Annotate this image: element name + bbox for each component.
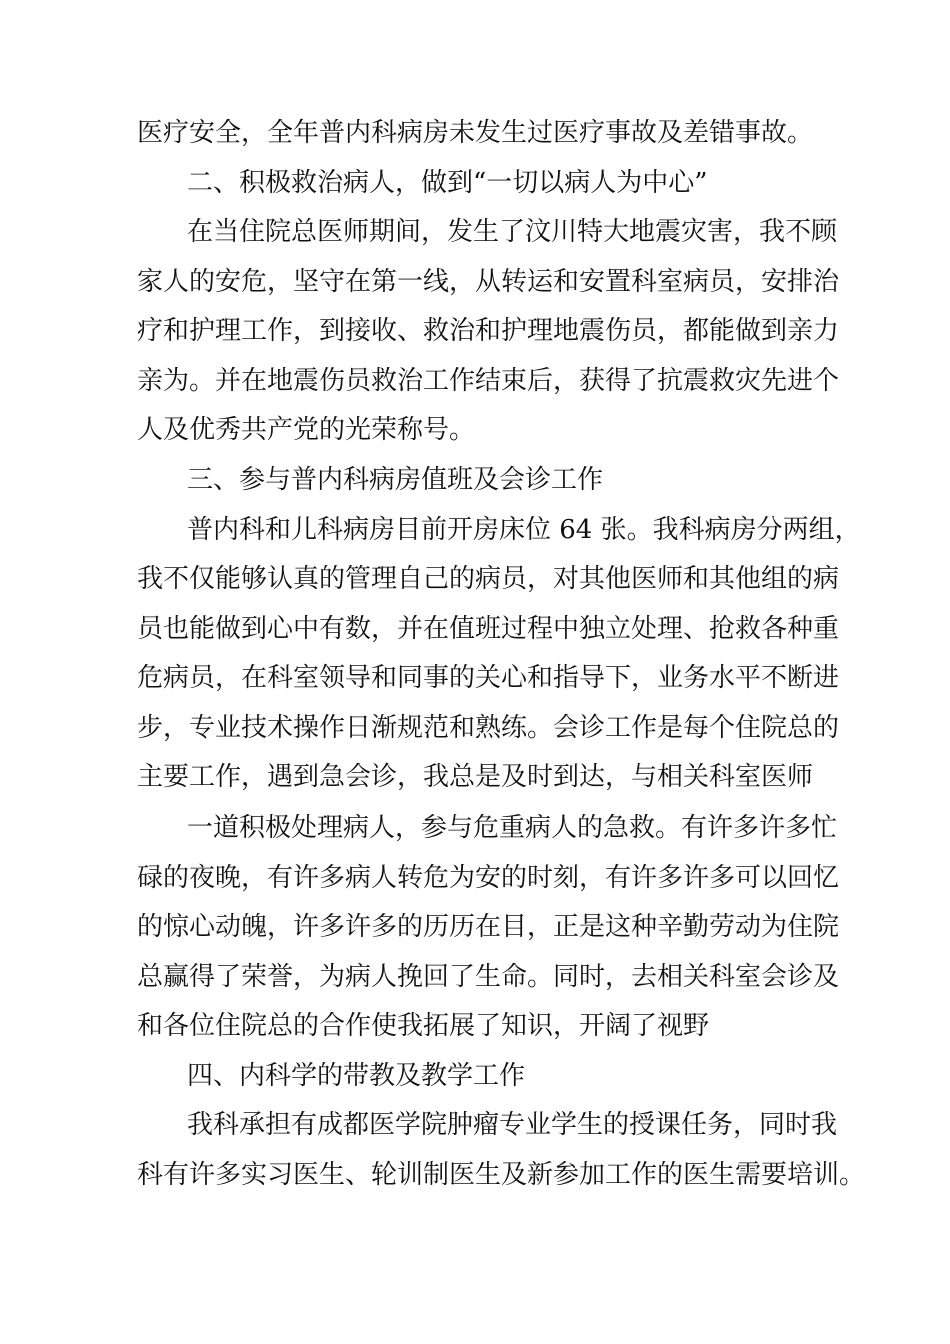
paragraph-line: 医疗安全，全年普内科病房未发生过医疗事故及差错事故。 (137, 118, 814, 148)
paragraph-line: 一道积极处理病人，参与危重病人的急救。有许多许多忙 (187, 813, 838, 843)
paragraph-line: 主要工作，遇到急会诊，我总是及时到达，与相关科室医师 (137, 762, 814, 792)
paragraph-line: 家人的安危，坚守在第一线，从转运和安置科室病员，安排治 (137, 267, 840, 297)
paragraph-line: 我不仅能够认真的管理自己的病员，对其他医师和其他组的病 (137, 564, 840, 594)
paragraph-line: 危病员，在科室领导和同事的关心和指导下，业务水平不断进 (137, 663, 840, 693)
paragraph-line: 总赢得了荣誉，为病人挽回了生命。同时，去相关科室会诊及 (137, 962, 840, 992)
paragraph-line: 我科承担有成都医学院肿瘤专业学生的授课任务，同时我 (187, 1110, 838, 1140)
paragraph-line: 普内科和儿科病房目前开房床位 64 张。我科病房分两组， (187, 515, 861, 545)
section-heading-4: 四、内科学的带教及教学工作 (187, 1061, 526, 1091)
paragraph-line: 的惊心动魄，许多许多的历历在目，正是这种辛勤劳动为住院 (137, 912, 840, 942)
paragraph-line: 步，专业技术操作日渐规范和熟练。会诊工作是每个住院总的 (137, 713, 840, 743)
paragraph-line: 和各位住院总的合作使我拓展了知识，开阔了视野 (137, 1011, 710, 1041)
section-heading-2: 二、积极救治病人，做到“一切以病人为中心” (187, 168, 708, 198)
paragraph-line: 在当住院总医师期间，发生了汶川特大地震灾害，我不顾 (187, 217, 838, 247)
paragraph-line: 员也能做到心中有数，并在值班过程中独立处理、抢救各种重 (137, 614, 840, 644)
paragraph-line: 人及优秀共产党的光荣称号。 (137, 415, 476, 445)
section-heading-3: 三、参与普内科病房值班及会诊工作 (187, 465, 604, 495)
paragraph-line: 科有许多实习医生、轮训制医生及新参加工作的医生需要培训。 (137, 1160, 866, 1190)
paragraph-line: 亲为。并在地震伤员救治工作结束后，获得了抗震救灾先进个 (137, 366, 840, 396)
paragraph-line: 碌的夜晚，有许多病人转危为安的时刻，有许多许多可以回忆 (137, 863, 840, 893)
paragraph-line: 疗和护理工作，到接收、救治和护理地震伤员，都能做到亲力 (137, 316, 840, 346)
